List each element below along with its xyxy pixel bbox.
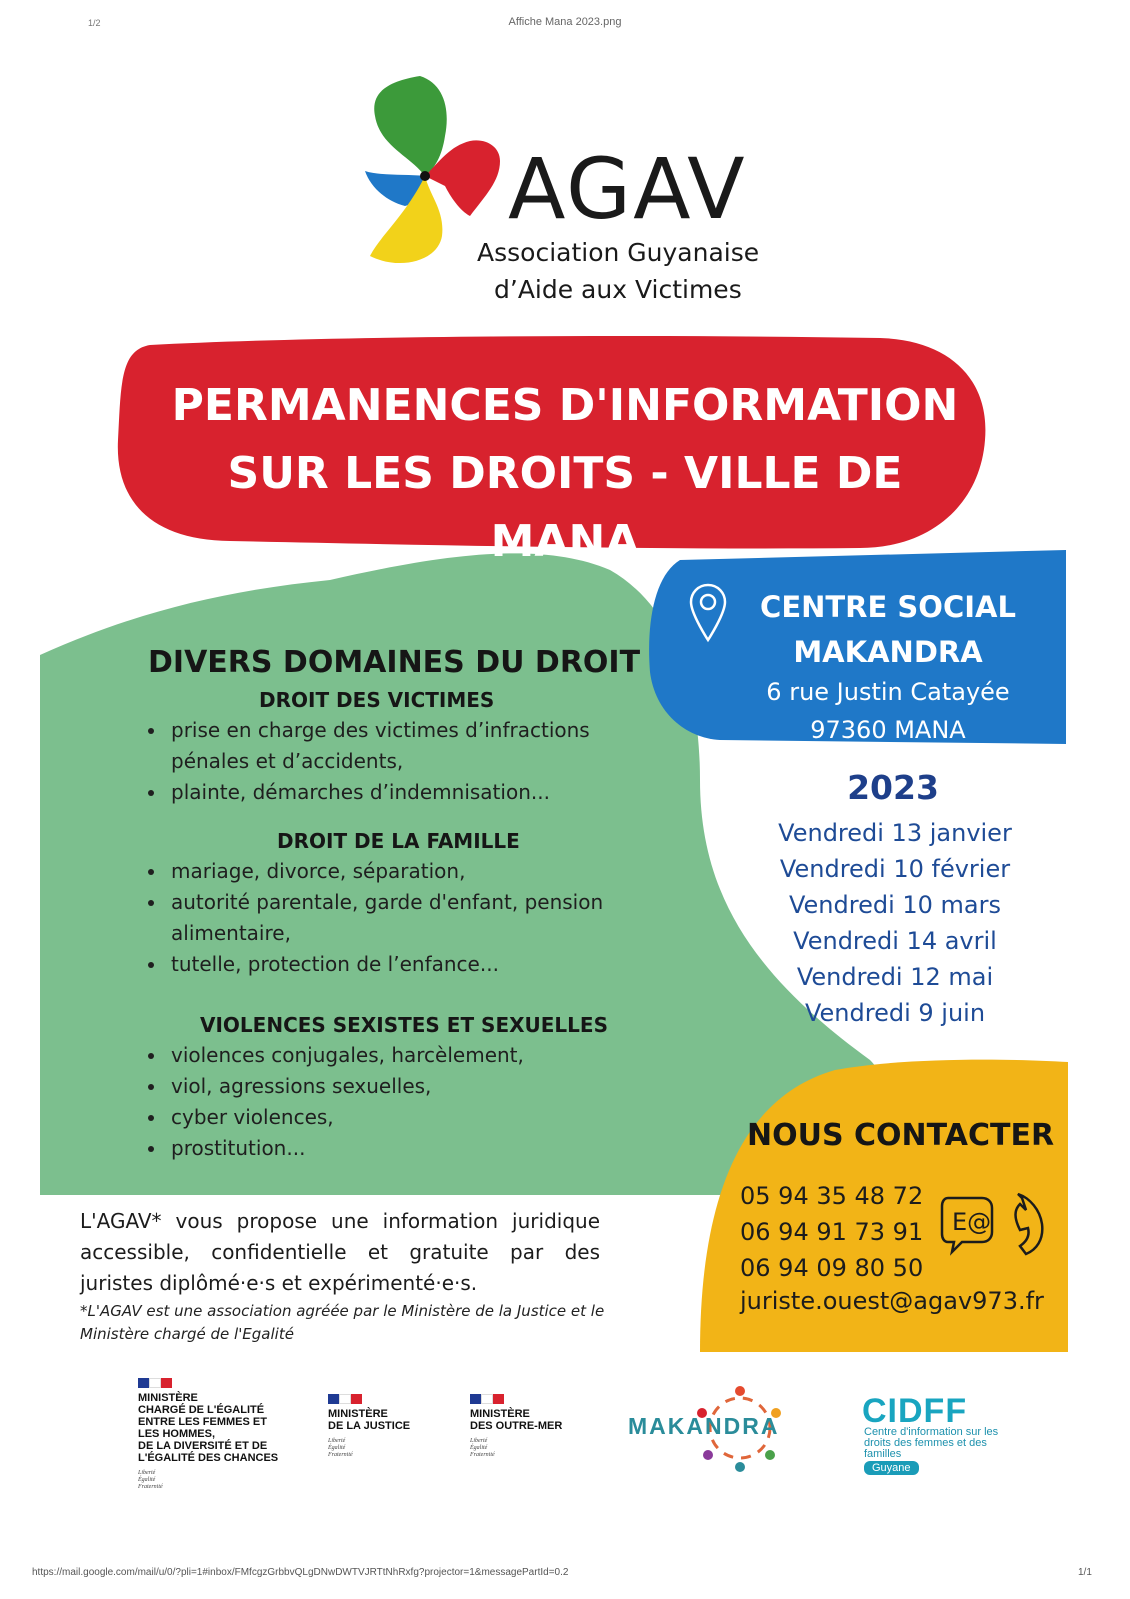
date-item: Vendredi 14 avril <box>793 927 997 955</box>
motto-line: Égalité <box>328 1445 346 1451</box>
date-item: Vendredi 9 juin <box>804 999 986 1027</box>
location-title-line2: MAKANDRA <box>793 635 983 669</box>
ministry-equality-line: ENTRE LES FEMMES ET <box>138 1416 267 1428</box>
page-title <box>150 372 980 576</box>
location-title <box>748 585 1028 675</box>
footer-url[interactable]: https://mail.google.com/mail/u/0/?pli=1#inbox/FMfcgzGrbbvQLgDNwDWTVJRTtNhRxfg?projector=1&messagePartId=0.2 <box>32 1567 569 1578</box>
list-item: • prostitution... <box>167 1133 617 1164</box>
location-street: 6 rue Justin Catayée <box>766 678 1010 706</box>
motto-line: Liberté <box>328 1438 346 1444</box>
contact-email[interactable]: juriste.ouest@agav973.fr <box>740 1287 1044 1315</box>
svg-text:E@: E@ <box>952 1208 992 1236</box>
motto <box>138 1470 308 1491</box>
cidff-tag: Guyane <box>864 1461 919 1475</box>
ministry-equality-line: MINISTÈRE <box>138 1392 198 1404</box>
footer-page: 1/1 <box>1078 1567 1092 1578</box>
motto-line: Liberté <box>470 1438 488 1444</box>
list-item: • violences conjugales, harcèlement, <box>167 1040 617 1071</box>
cidff-subtitle: Centre d'information sur les droits des femmes et des familles <box>864 1426 999 1460</box>
logo-line1: Association Guyanaise <box>477 238 760 267</box>
list-item: • prise en charge des victimes d’infractions pénales et d’accidents, <box>167 715 617 777</box>
ministry-overseas-line: DES OUTRE-MER <box>470 1420 563 1432</box>
french-flag-icon <box>138 1378 172 1388</box>
ministry-equality-line: DE LA DIVERSITÉ ET DE <box>138 1440 268 1452</box>
french-flag-icon <box>328 1394 362 1404</box>
location-title-line1: CENTRE SOCIAL <box>760 590 1016 624</box>
date-item: Vendredi 10 mars <box>788 891 1002 919</box>
ministry-equality-line: CHARGÉ DE L'ÉGALITÉ <box>138 1404 265 1416</box>
title-line2: SUR LES DROITS - VILLE DE MANA <box>227 448 903 567</box>
schedule-year: 2023 <box>847 768 939 807</box>
phone-number[interactable]: 06 94 91 73 91 <box>740 1218 924 1246</box>
email-phone-icon <box>940 1188 1050 1258</box>
phone-number[interactable]: 05 94 35 48 72 <box>740 1182 924 1210</box>
location-pin-icon <box>688 582 728 644</box>
motto <box>470 1438 590 1459</box>
contact-title: NOUS CONTACTER <box>747 1118 1055 1153</box>
filename: Affiche Mana 2023.png <box>508 16 622 28</box>
ministry-justice-logo <box>328 1394 438 1459</box>
date-item: Vendredi 10 février <box>779 855 1011 883</box>
location-city: 97360 MANA <box>810 716 966 744</box>
list-item: • viol, agressions sexuelles, <box>167 1071 617 1102</box>
date-item: Vendredi 12 mai <box>796 963 994 991</box>
list-item: • cyber violences, <box>167 1102 617 1133</box>
date-item: Vendredi 13 janvier <box>778 819 1012 847</box>
phone-number[interactable]: 06 94 09 80 50 <box>740 1254 924 1282</box>
list-item: • tutelle, protection de l’enfance... <box>167 949 617 980</box>
motto-line: Égalité <box>138 1477 156 1483</box>
ministry-justice-line: MINISTÈRE <box>328 1408 388 1420</box>
ministry-equality-line: LES HOMMES, <box>138 1428 216 1440</box>
family-list <box>145 856 617 980</box>
ministry-equality-line: L'ÉGALITÉ DES CHANCES <box>138 1452 279 1464</box>
motto-line: Fraternité <box>328 1452 353 1458</box>
phone-list <box>740 1178 923 1286</box>
ministry-overseas-logo <box>470 1394 590 1459</box>
motto-line: Fraternité <box>138 1484 163 1490</box>
makandra-logo-text: MAKANDRA <box>628 1413 780 1439</box>
logo-name: AGAV <box>508 140 747 238</box>
motto-line: Égalité <box>470 1445 488 1451</box>
location-address <box>748 673 1028 749</box>
section-title-family: DROIT DE LA FAMILLE <box>277 829 520 853</box>
section-title-victims: DROIT DES VICTIMES <box>259 688 495 712</box>
intro-text: L'AGAV* vous propose une information juridique accessible, confidentielle et gratuite par des juristes diplômé·e·s et expérimenté·e·s. <box>80 1209 600 1295</box>
ministry-equality-logo <box>138 1378 308 1491</box>
cidff-logo-text: CIDFF <box>862 1392 968 1430</box>
victims-list <box>145 715 617 808</box>
violence-list <box>145 1040 617 1164</box>
french-flag-icon <box>470 1394 504 1404</box>
section-title-violence: VIOLENCES SEXISTES ET SEXUELLES <box>200 1013 608 1037</box>
list-item: • autorité parentale, garde d'enfant, pension alimentaire, <box>167 887 617 949</box>
footnote: *L'AGAV est une association agréée par le Ministère de la Justice et le Ministère chargé de l'Egalité <box>80 1302 605 1343</box>
title-line1: PERMANENCES D'INFORMATION <box>171 380 959 431</box>
schedule-dates <box>760 815 1030 1031</box>
motto <box>328 1438 438 1459</box>
motto-line: Liberté <box>138 1470 156 1476</box>
domains-title: DIVERS DOMAINES DU DROIT <box>148 645 641 680</box>
motto-line: Fraternité <box>470 1452 495 1458</box>
page-mark: 1/2 <box>88 18 101 28</box>
ministry-overseas-line: MINISTÈRE <box>470 1408 530 1420</box>
list-item: • plainte, démarches d’indemnisation... <box>167 777 617 808</box>
ministry-justice-line: DE LA JUSTICE <box>328 1420 411 1432</box>
logo-line2: d’Aide aux Victimes <box>494 275 742 304</box>
list-item: • mariage, divorce, séparation, <box>167 856 617 887</box>
